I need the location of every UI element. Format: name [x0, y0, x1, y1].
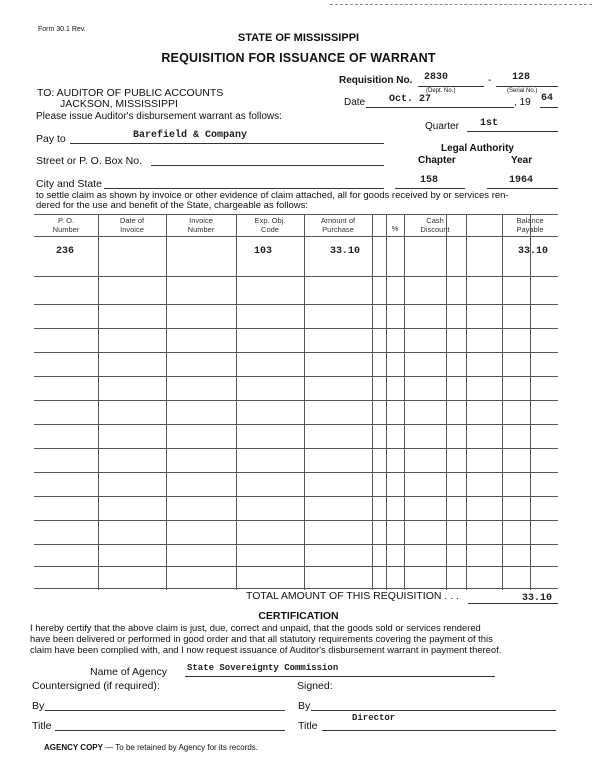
header-balance-payable: Balance Payable: [516, 216, 544, 234]
table-header-border: [34, 236, 558, 237]
by-line-left: [45, 710, 285, 711]
date-value: Oct. 27: [389, 94, 432, 105]
quarter-label: Quarter: [425, 121, 459, 132]
requisition-dash: -: [488, 75, 492, 86]
col-divider: [98, 214, 99, 590]
chapter-value: 158: [420, 175, 439, 186]
table-row-line: [34, 566, 558, 567]
top-perforation: [330, 4, 592, 5]
header-percent: %: [391, 224, 399, 233]
dept-no-caption: (Dept. No.): [426, 88, 456, 94]
header-invoice-number: Invoice Number: [187, 216, 215, 234]
chapter-line: [395, 188, 465, 189]
table-row-line: [34, 304, 558, 305]
dept-no-value: 2830: [424, 72, 449, 83]
col-divider: [304, 214, 305, 590]
col-divider: [372, 214, 373, 590]
agency-value: State Sovereignty Commission: [187, 663, 339, 673]
table-row-line: [34, 424, 558, 425]
title-line-right: [322, 730, 556, 731]
col-divider: [446, 214, 447, 590]
date-year-value: 64: [541, 93, 554, 104]
amount-cell: 33.10: [330, 246, 361, 257]
header-cash-discount: Cash Discount: [420, 216, 450, 234]
instruction-text: Please issue Auditor's disbursement warrant as follows:: [36, 111, 282, 122]
by-label-left: By: [32, 700, 45, 712]
header-date-of-invoice: Date of Invoice: [119, 216, 145, 234]
col-divider: [236, 214, 237, 590]
form-number: Form 30.1 Rev.: [38, 26, 86, 33]
footer-note: [44, 743, 258, 752]
title-value: Director: [352, 713, 396, 723]
city-label: City and State: [36, 178, 102, 190]
pay-to-label: Pay to: [36, 133, 66, 145]
balance-cell: 33.10: [518, 246, 549, 257]
pay-to-value: Barefield & Company: [133, 130, 248, 141]
col-divider: [166, 214, 167, 590]
title-label-left: Title: [32, 720, 52, 732]
certification-line1: I hereby certify that the above claim is just, due, correct and unpaid, that the goods sold or services rendered: [30, 622, 481, 633]
serial-no-value: 128: [512, 72, 531, 83]
table-row-line: [34, 496, 558, 497]
exp-code-cell: 103: [254, 246, 273, 257]
table-top-border: [34, 214, 558, 215]
date-year-prefix: , 19: [514, 97, 531, 108]
agency-label: Name of Agency: [90, 666, 168, 678]
quarter-line: [467, 131, 558, 132]
serial-no-line: [496, 86, 558, 87]
agency-line: [185, 676, 495, 677]
col-divider: [466, 214, 467, 590]
date-label: Date: [344, 97, 366, 108]
table-row-line: [34, 472, 558, 473]
header-exp-obj-code: Exp. Obj. Code: [254, 216, 286, 234]
year-line: [487, 188, 558, 189]
total-value: 33.10: [522, 593, 553, 604]
year-label: Year: [511, 155, 533, 166]
col-divider: [404, 214, 405, 590]
table-row-line: [34, 544, 558, 545]
street-label: Street or P. O. Box No.: [36, 155, 143, 167]
certification-line3: claim have been complied with, and I now request issuance of Auditor's disbursement warrant in payment thereof.: [30, 644, 502, 655]
countersigned-label: Countersigned (if required):: [32, 680, 160, 692]
col-divider: [502, 214, 503, 590]
header-amount-of-purchase: Amount of Purchase: [320, 216, 356, 234]
by-label-right: By: [298, 700, 311, 712]
year-value: 1964: [509, 175, 534, 186]
signed-label: Signed:: [297, 680, 333, 692]
pay-to-line: [70, 143, 384, 144]
title-label-right: Title: [298, 720, 318, 732]
legal-authority-heading: Legal Authority: [441, 143, 514, 154]
table-row-line: [34, 352, 558, 353]
footer-rest: — To be retained by Agency for its records.: [102, 743, 259, 752]
to-line1: TO: AUDITOR OF PUBLIC ACCOUNTS: [37, 87, 224, 99]
claim-table: [34, 214, 558, 590]
table-row-line: [34, 328, 558, 329]
header-po-number: P. O. Number: [52, 216, 80, 234]
requisition-label: Requisition No.: [339, 75, 413, 86]
quarter-value: 1st: [480, 118, 499, 129]
certification-line2: have been delivered or performed in good order and that all statutory requirements covering the payment of this: [30, 633, 493, 644]
table-row-line: [34, 520, 558, 521]
table-row-line: [34, 448, 558, 449]
by-line-right: [311, 710, 556, 711]
col-divider: [530, 214, 531, 590]
to-line2: JACKSON, MISSISSIPPI: [60, 98, 178, 110]
dept-no-line: [418, 86, 484, 87]
date-line: [366, 107, 514, 108]
title-line-left: [55, 730, 285, 731]
total-label: TOTAL AMOUNT OF THIS REQUISITION . . .: [246, 590, 459, 602]
chapter-label: Chapter: [418, 155, 456, 166]
table-row-line: [34, 276, 558, 277]
certification-heading: CERTIFICATION: [258, 610, 339, 622]
date-year-line: [540, 107, 558, 108]
table-row-line: [34, 376, 558, 377]
settle-text-2: dered for the use and benefit of the State, chargeable as follows:: [36, 200, 308, 211]
table-bottom-border: [34, 588, 558, 589]
col-divider: [386, 214, 387, 590]
city-line: [104, 188, 384, 189]
table-row-line: [34, 400, 558, 401]
form-title: REQUISITION FOR ISSUANCE OF WARRANT: [161, 51, 436, 65]
street-line: [151, 165, 384, 166]
footer-bold: AGENCY COPY: [44, 743, 103, 752]
settle-text-1: to settle claim as shown by invoice or other evidence of claim attached, all for goods received by or services ren-: [36, 190, 509, 201]
po-number-cell: 236: [56, 246, 75, 257]
serial-no-caption: (Serial No.): [507, 88, 538, 94]
state-title: STATE OF MISSISSIPPI: [237, 32, 360, 44]
